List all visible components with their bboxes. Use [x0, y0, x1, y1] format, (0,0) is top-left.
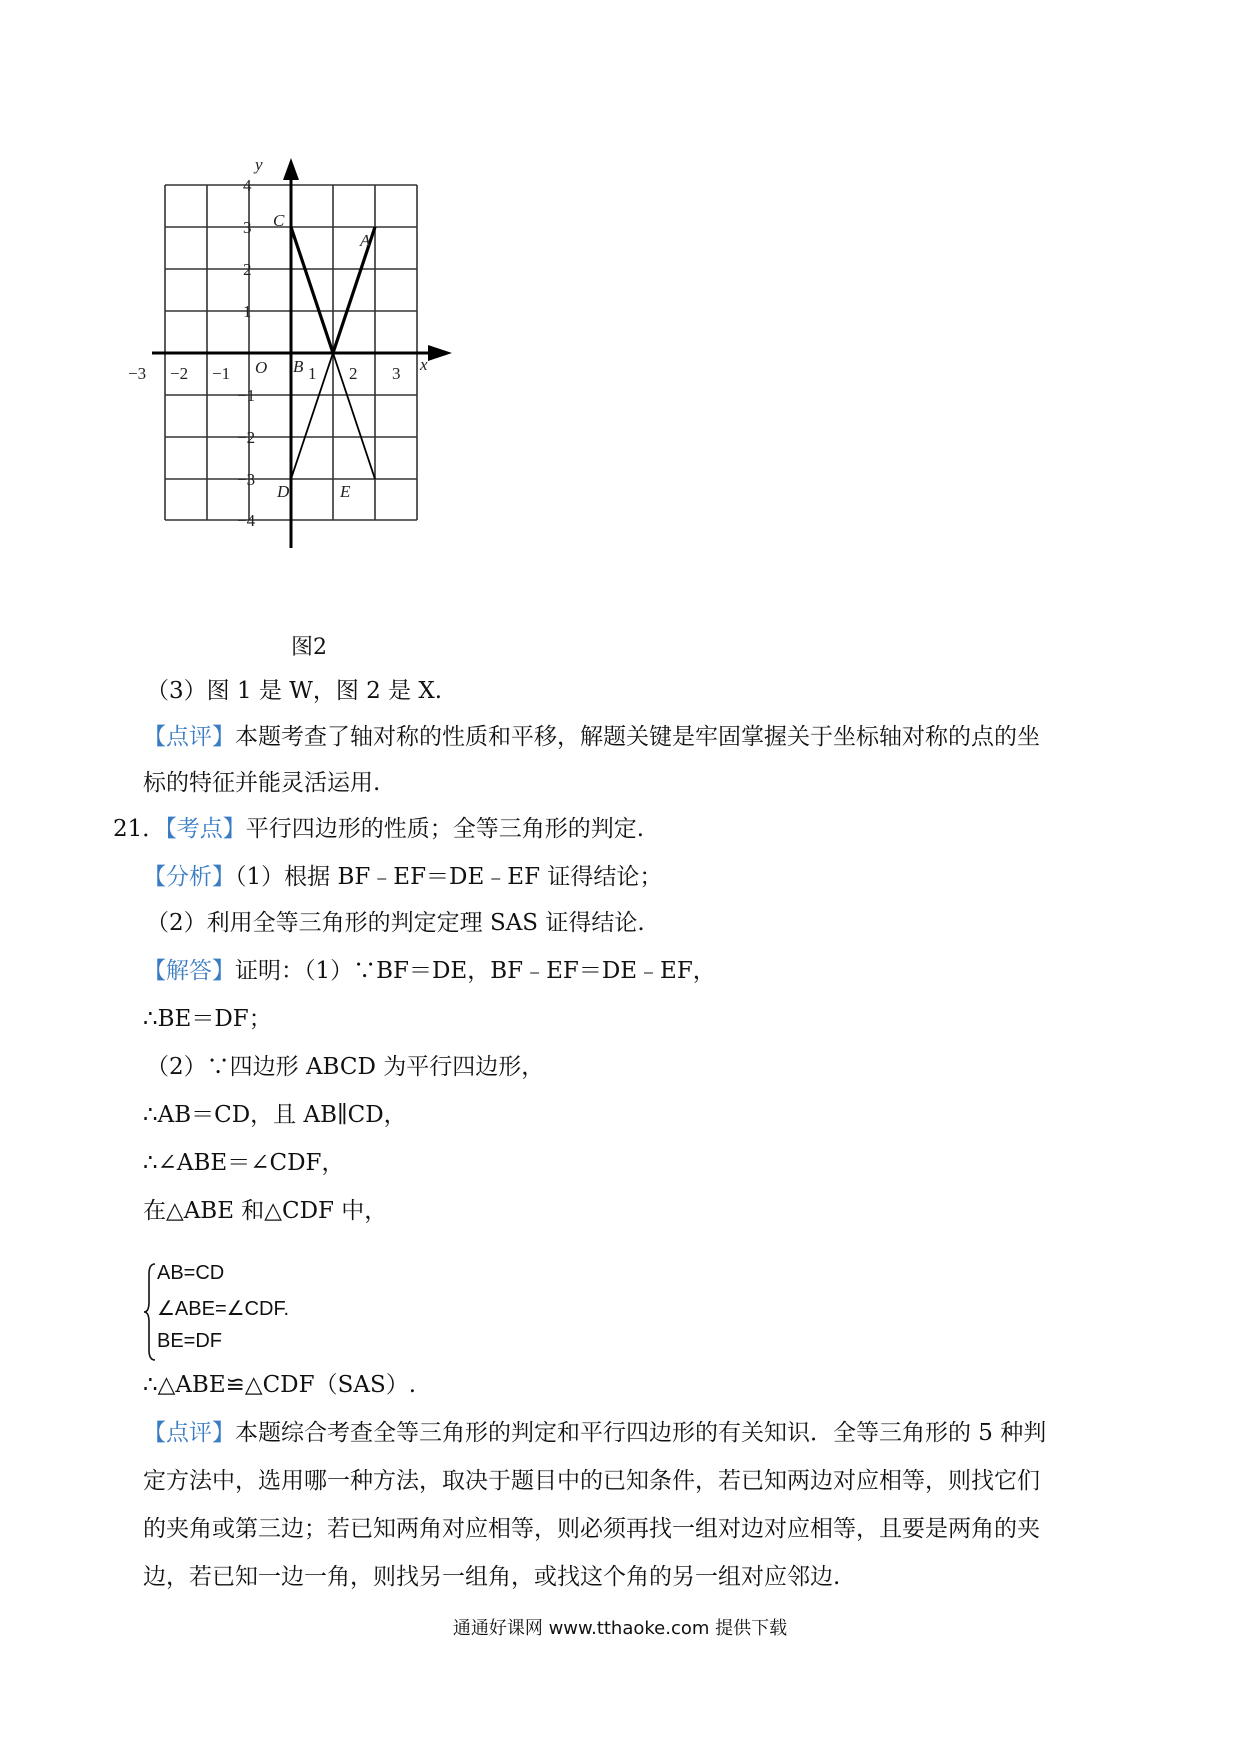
y-tick-label: 4 [243, 176, 252, 195]
analysis-line [143, 862, 662, 892]
y-axis-arrow [283, 158, 299, 180]
point-label-c: C [273, 211, 285, 230]
system-line: ∠ABE=∠CDF. [157, 1298, 290, 1320]
y-tick-label: 1 [243, 302, 252, 321]
brace-icon [143, 1262, 157, 1362]
equation-system [143, 1262, 343, 1362]
line-answer-3: （3）图 1 是 W，图 2 是 X. [146, 678, 443, 704]
solution-line [143, 956, 716, 986]
y-tick-label: 3 [243, 218, 252, 237]
solution-line-4: ∴AB＝CD，且 AB∥CD， [143, 1102, 407, 1128]
question-21-header [113, 814, 644, 844]
comment2-tag: 【点评】 [143, 1420, 235, 1446]
conclusion-line: ∴△ABE≌△CDF（SAS）. [143, 1372, 417, 1398]
point-label-e: E [340, 482, 351, 501]
solution-tag: 【解答】 [143, 958, 235, 984]
x-axis-label: x [420, 355, 428, 374]
comment-tag: 【点评】 [143, 724, 235, 750]
x-tick-label: −1 [212, 364, 231, 383]
y-tick-label: −4 [237, 511, 256, 530]
point-label-d: D [277, 482, 290, 501]
analysis-text: （1）根据 BF﹣EF＝DE﹣EF 证得结论； [235, 864, 663, 890]
x-axis-arrow [428, 345, 452, 361]
solution-text: 证明：（1）∵BF＝DE，BF﹣EF＝DE﹣EF， [235, 958, 716, 984]
x-tick-label: 2 [349, 364, 358, 383]
origin-label: O [255, 358, 268, 377]
page-footer: 通通好课网 www.tthaoke.com 提供下载 [452, 1618, 788, 1639]
y-tick-label: −1 [237, 386, 256, 405]
comment2-line-2: 定方法中，选用哪一种方法，取决于题目中的已知条件，若已知两边对应相等，则找它们 [143, 1468, 1040, 1494]
figure-caption: 图2 [291, 635, 327, 660]
kaodian-text: 平行四边形的性质；全等三角形的判定. [245, 816, 645, 842]
solution-line-3: （2）∵四边形 ABCD 为平行四边形， [146, 1054, 545, 1080]
coordinate-figure [128, 155, 490, 630]
segment-cb [291, 227, 333, 353]
y-tick-label: −3 [237, 470, 256, 489]
x-tick-label: 1 [308, 364, 317, 383]
comment-text: 本题考查了轴对称的性质和平移，解题关键是牢固掌握关于坐标轴对称的点的坐 [235, 724, 1040, 750]
system-line: BE=DF [157, 1330, 223, 1352]
comment2-text: 本题综合考查全等三角形的判定和平行四边形的有关知识．全等三角形的 5 种判 [235, 1420, 1047, 1446]
y-tick-label: 2 [243, 260, 252, 279]
solution-line-2: ∴BE＝DF； [143, 1006, 272, 1032]
system-line: AB=CD [157, 1262, 225, 1284]
comment2-line-4: 边，若已知一边一角，则找另一组角，或找这个角的另一组对应邻边. [143, 1564, 841, 1590]
solution-line-5: ∴∠ABE＝∠CDF， [143, 1150, 345, 1176]
kaodian-tag: 【考点】 [165, 816, 246, 842]
question-number: 21． [113, 816, 166, 842]
x-tick-label: −2 [170, 364, 189, 383]
y-axis-label: y [255, 155, 263, 174]
point-label-b: B [293, 357, 304, 376]
comment2-line-3: 的夹角或第三边；若已知两角对应相等，则必须再找一组对边对应相等，且要是两角的夹 [143, 1516, 1040, 1542]
comment-line [143, 722, 1040, 752]
y-tick-label: −2 [237, 428, 256, 447]
point-label-a: A [360, 231, 371, 250]
x-tick-label: −3 [128, 364, 147, 383]
comment-line-cont: 标的特征并能灵活运用. [143, 770, 381, 796]
analysis-tag: 【分析】 [143, 864, 235, 890]
solution-line-6: 在△ABE 和△CDF 中， [143, 1198, 388, 1224]
x-tick-label: 3 [392, 364, 401, 383]
comment2-line [143, 1418, 1046, 1448]
analysis-line-2: （2）利用全等三角形的判定定理 SAS 证得结论. [146, 910, 645, 936]
